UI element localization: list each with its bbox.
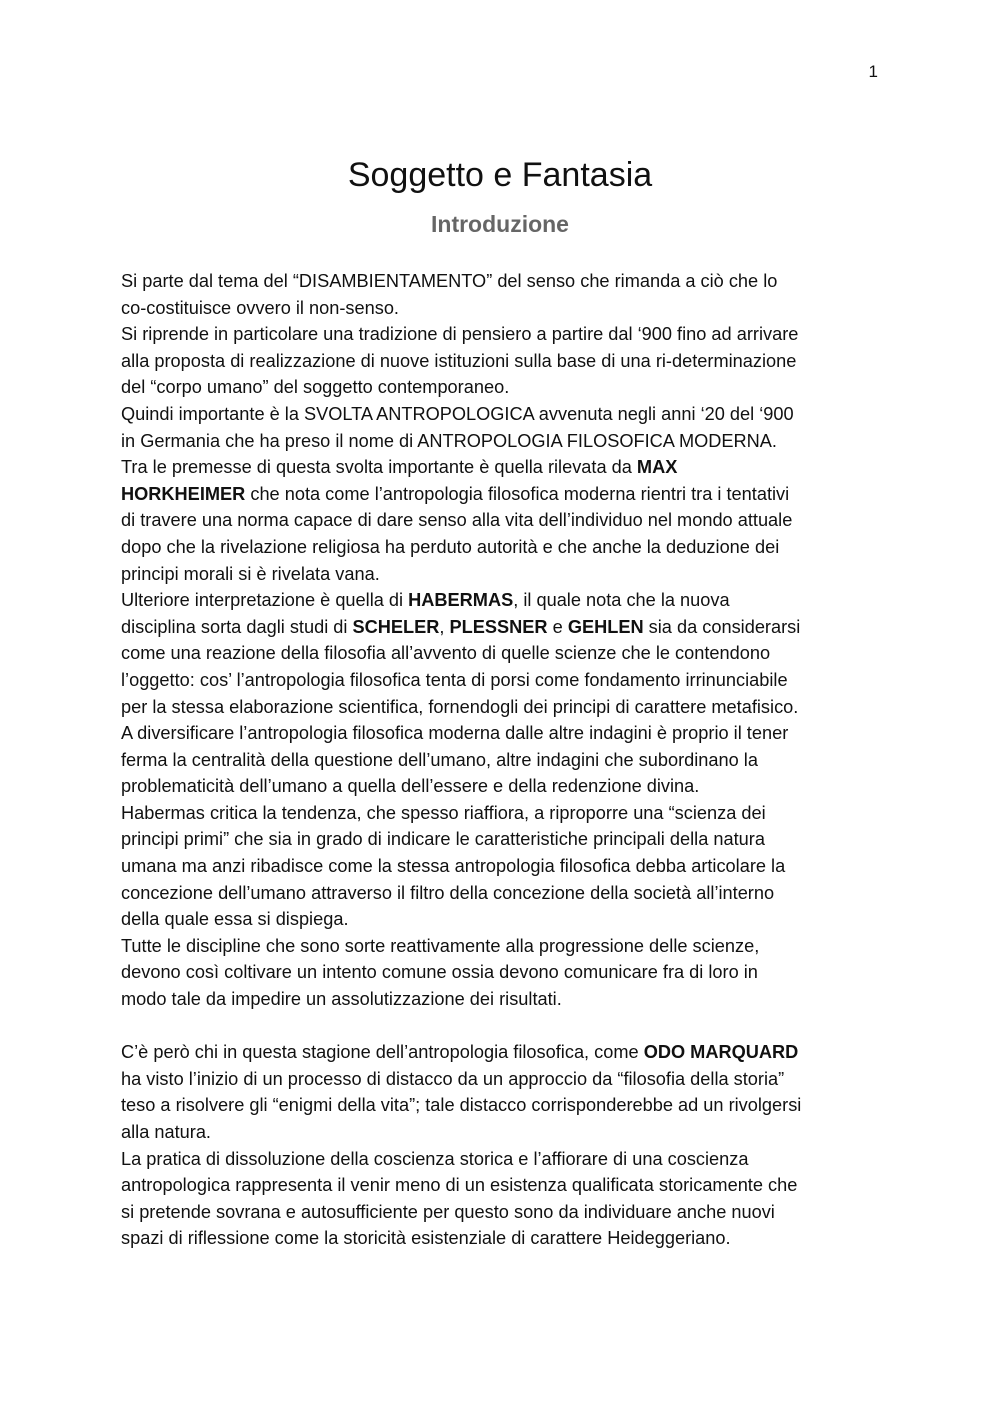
text-run: principi morali si è rivelata vana. xyxy=(121,563,380,584)
text-run: , xyxy=(439,616,450,637)
text-line xyxy=(121,295,881,322)
page-number: 1 xyxy=(868,62,878,81)
text-run: , il quale nota che la nuova xyxy=(513,590,730,611)
text-run: in Germania che ha preso il nome di ANTROPOLOGIA FILOSOFICA MODERNA. xyxy=(121,430,777,451)
text-line xyxy=(121,321,881,348)
text-line xyxy=(121,534,881,561)
bold-name: HABERMAS xyxy=(408,590,514,611)
text-line xyxy=(121,454,881,481)
text-line xyxy=(121,747,881,774)
text-line xyxy=(121,1119,881,1146)
text-run: co-costituisce ovvero il non-senso. xyxy=(121,297,399,318)
text-run: sia da considerarsi xyxy=(643,616,801,637)
text-run: l’oggetto: cos’ l’antropologia filosofica tenta di porsi come fondamento irrinunciabile xyxy=(121,669,788,690)
text-run: principi primi” che sia in grado di indicare le caratteristiche principali della natura xyxy=(121,829,765,850)
text-run: disciplina sorta dagli studi di xyxy=(121,616,353,637)
text-line xyxy=(121,374,881,401)
document-subtitle: Introduzione xyxy=(431,211,569,237)
text-line xyxy=(121,826,881,853)
text-run: concezione dell’umano attraverso il filtro della concezione della società all’interno xyxy=(121,882,775,903)
text-line xyxy=(121,986,881,1013)
bold-name: ODO MARQUARD xyxy=(643,1042,799,1063)
text-line xyxy=(121,1146,881,1173)
text-line xyxy=(121,720,881,747)
text-line xyxy=(121,1199,881,1226)
text-run: Ulteriore interpretazione è quella di xyxy=(121,590,409,611)
bold-name: PLESSNER xyxy=(449,616,548,637)
text-run: umana ma anzi ribadisce come la stessa antropologia filosofica debba articolare la xyxy=(121,856,786,877)
text-run: del “corpo umano” del soggetto contemporaneo. xyxy=(121,377,510,398)
paragraph-gap xyxy=(121,1013,881,1040)
text-line xyxy=(121,667,881,694)
text-run: Tutte le discipline che sono sorte reattivamente alla progressione delle scienze, xyxy=(121,935,760,956)
text-line xyxy=(121,880,881,907)
text-run: problematicità dell’umano a quella dell’essere e della redenzione divina. xyxy=(121,776,700,797)
text-run: Si riprende in particolare una tradizione di pensiero a partire dal ‘900 fino ad arrivare xyxy=(121,324,799,345)
text-run: ha visto l’inizio di un processo di distacco da un approccio da “filosofia della storia” xyxy=(121,1068,785,1089)
text-run: Si parte dal tema del “DISAMBIENTAMENTO” del senso che rimanda a ciò che lo xyxy=(121,271,778,291)
text-run: della quale essa si dispiega. xyxy=(121,909,349,930)
bold-name: GEHLEN xyxy=(567,616,644,637)
text-run: si pretende sovrana e autosufficiente per questo sono da individuare anche nuovi xyxy=(121,1201,775,1222)
text-run: che nota come l’antropologia filosofica moderna rientri tra i tentativi xyxy=(245,483,790,504)
text-run: di travere una norma capace di dare senso alla vita dell’individuo nel mondo attuale xyxy=(121,510,793,531)
text-line xyxy=(121,959,881,986)
body-text xyxy=(121,268,881,1252)
text-line xyxy=(121,694,881,721)
text-run: Quindi importante è la SVOLTA ANTROPOLOGICA avvenuta negli anni ‘20 del ‘900 xyxy=(121,403,794,424)
text-run: spazi di riflessione come la storicità esistenziale di carattere Heideggeriano. xyxy=(121,1228,731,1249)
text-run: La pratica di dissoluzione della coscienza storica e l’affiorare di una coscienza xyxy=(121,1148,749,1169)
text-run: Tra le premesse di questa svolta importante è quella rilevata da xyxy=(121,457,637,478)
text-run: teso a risolvere gli “enigmi della vita”; tale distacco corrisponderebbe ad un rivolgersi xyxy=(121,1095,802,1116)
text-line xyxy=(121,614,881,641)
text-line xyxy=(121,1039,881,1066)
text-line xyxy=(121,481,881,508)
text-run: C’è però chi in questa stagione dell’antropologia filosofica, come xyxy=(121,1042,644,1063)
text-line xyxy=(121,1225,881,1252)
text-run: per la stessa elaborazione scientifica, fornendogli dei principi di carattere metafisico. xyxy=(121,696,799,717)
text-line xyxy=(121,1092,881,1119)
text-line xyxy=(121,773,881,800)
bold-name: HORKHEIMER xyxy=(121,483,246,504)
text-line xyxy=(121,268,881,295)
text-run: antropologica rappresenta il venir meno di un esistenza qualificata storicamente che xyxy=(121,1175,798,1196)
text-line xyxy=(121,800,881,827)
bold-name: MAX xyxy=(636,457,678,478)
text-line xyxy=(121,507,881,534)
text-line xyxy=(121,348,881,375)
text-line xyxy=(121,933,881,960)
text-line xyxy=(121,428,881,455)
bold-name: SCHELER xyxy=(352,616,440,637)
text-line xyxy=(121,587,881,614)
text-line xyxy=(121,1066,881,1093)
text-line xyxy=(121,401,881,428)
text-run: ferma la centralità della questione dell’umano, altre indagini che subordinano la xyxy=(121,749,758,770)
text-line xyxy=(121,906,881,933)
text-line xyxy=(121,640,881,667)
text-run: come una reazione della filosofia all’avvento di quelle scienze che le contendono xyxy=(121,643,771,664)
text-run: modo tale da impedire un assolutizzazione dei risultati. xyxy=(121,989,562,1010)
document-title: Soggetto e Fantasia xyxy=(347,156,653,194)
text-run: alla natura. xyxy=(121,1122,211,1142)
text-line xyxy=(121,561,881,588)
text-run: e xyxy=(547,616,568,637)
text-run: Habermas critica la tendenza, che spesso riaffiora, a riproporre una “scienza dei xyxy=(121,802,766,823)
text-line xyxy=(121,1172,881,1199)
text-line xyxy=(121,853,881,880)
text-run: devono così coltivare un intento comune ossia devono comunicare fra di loro in xyxy=(121,962,758,983)
text-run: A diversificare l’antropologia filosofica moderna dalle altre indagini è proprio il tener xyxy=(121,723,789,744)
text-run: dopo che la rivelazione religiosa ha perduto autorità e che anche la deduzione dei xyxy=(121,536,780,557)
text-run: alla proposta di realizzazione di nuove istituzioni sulla base di una ri-determinazione xyxy=(121,350,797,371)
